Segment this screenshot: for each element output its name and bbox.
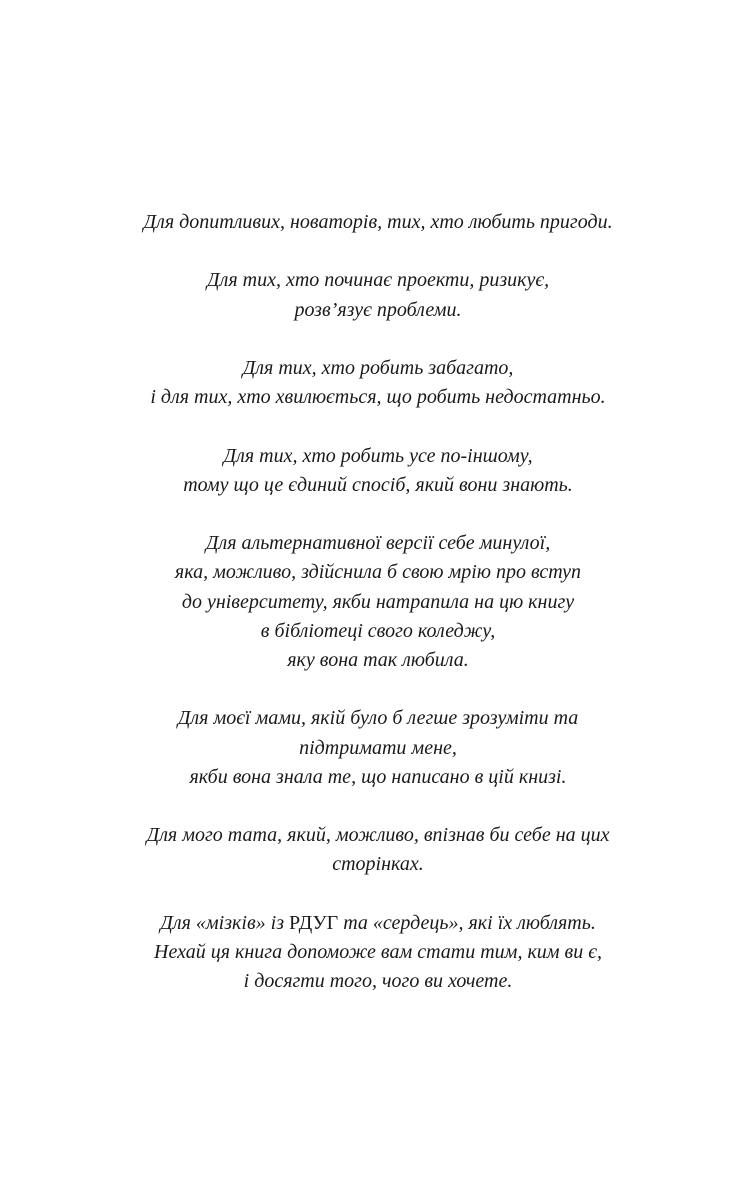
dedication [60, 208, 696, 996]
dedication-line: до університету, якби натрапила на цю книгу [181, 590, 575, 613]
dedication-line: яку вона так любила. [287, 648, 469, 671]
dedication-line: розв’язує проблеми. [294, 298, 462, 321]
dedication-line: сторінках. [332, 853, 424, 876]
dedication-line: в бібліотеці свого коледжу, [260, 619, 496, 642]
dedication-line: яка, можливо, здійснила б свою мрію про вступ [174, 561, 582, 584]
dedication-line [60, 909, 696, 938]
dedication-line: Для допитливих, новаторів, тих, хто любить пригоди. [143, 211, 613, 233]
dedication-line: підтримати мене, [299, 736, 457, 759]
stanza [60, 208, 696, 237]
line-part: та «сердець», які їх люблять. [338, 911, 596, 934]
abbreviation: РДУГ [289, 911, 339, 934]
stanza [60, 821, 696, 879]
dedication-line: Для мого тата, який, можливо, впізнав би себе на цих [146, 824, 610, 847]
dedication-line: тому що це єдиний спосіб, який вони знають. [183, 473, 573, 496]
dedication-line: Для тих, хто робить забагато, [242, 356, 514, 379]
stanza [60, 704, 696, 792]
stanza [60, 909, 696, 997]
dedication-line: Для моєї мами, якій було б легше зрозуміти та [177, 707, 579, 730]
dedication-line: якби вона знала те, що написано в цій книзі. [189, 765, 567, 788]
dedication-line: Для альтернативної версії себе минулої, [205, 532, 551, 555]
dedication-line: і для тих, хто хвилюється, що робить недостатньо. [150, 386, 606, 409]
dedication-line: і досягти того, чого ви хочете. [243, 970, 513, 993]
stanza [60, 442, 696, 500]
stanza [60, 354, 696, 412]
dedication-line: Для тих, хто починає проекти, ризикує, [206, 269, 550, 292]
dedication-line: Для тих, хто робить усе по-іншому, [223, 444, 533, 467]
stanza [60, 529, 696, 675]
dedication-line: Нехай ця книга допоможе вам стати тим, ким ви є, [154, 940, 602, 963]
line-part: Для «мізків» із [160, 911, 289, 934]
stanza [60, 266, 696, 324]
